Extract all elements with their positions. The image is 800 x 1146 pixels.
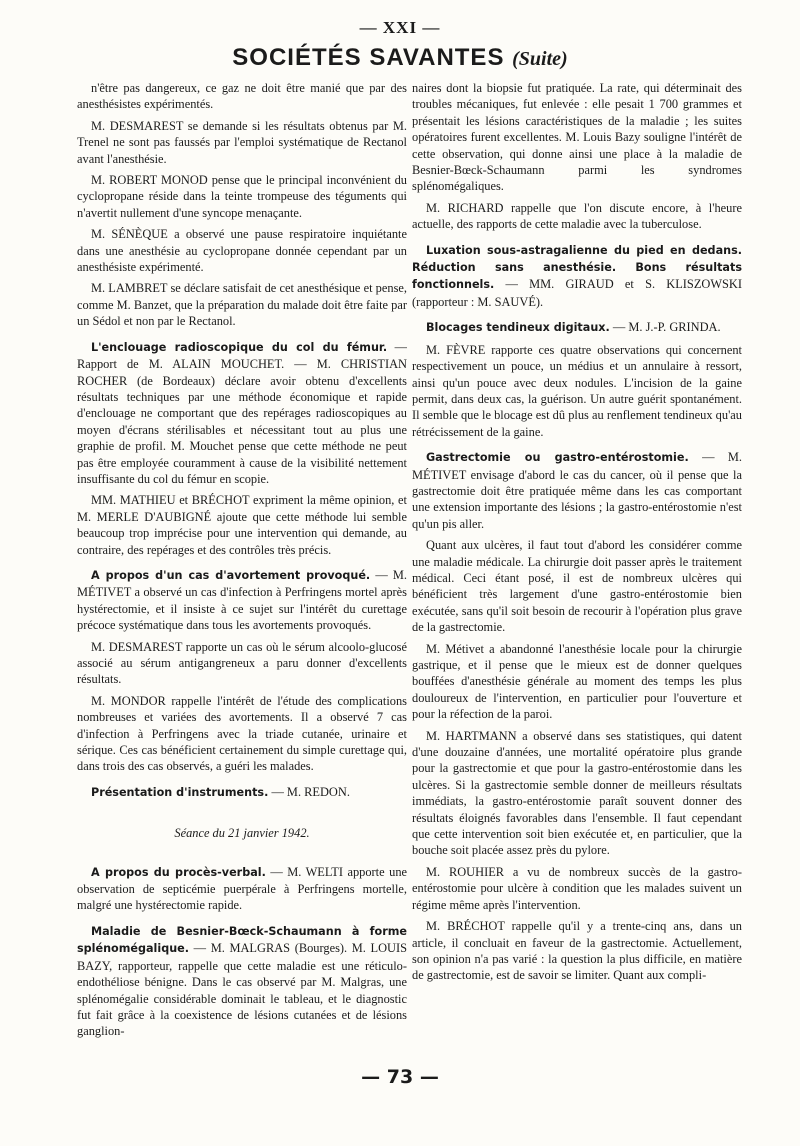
paragraph-text: M. Métivet a abandonné l'anesthésie locale pour la chirurgie gastrique, et il pense que le mieux est de donner quelques bouffées d'anesthésie générale au moment des temps les plus douloureux de l'intervention, en particulier pour l'ouverture et pour la réfection de la paroi. — [412, 641, 742, 722]
rubric-title: Blocages tendineux digitaux. — [426, 321, 610, 335]
paragraph — [412, 641, 742, 723]
paragraph — [77, 639, 407, 688]
paragraph — [412, 918, 742, 984]
rubric-title: Présentation d'instruments. — [91, 785, 269, 799]
paragraph-text: M. BRÉCHOT rappelle qu'il y a trente-cinq ans, dans un article, il concluait en faveur de la gastrectomie. Actuellement, son opinion n'a pas varié : la question la plus difficile, en matière de gastrectomie, est de savoir se limiter. Quant aux compli- — [412, 919, 742, 983]
paragraph — [412, 342, 742, 440]
paragraph-text: M. RICHARD rappelle que l'on discute encore, à l'heure actuelle, des rapports de cette maladie avec la tuberculose. — [412, 200, 742, 232]
section-entry — [412, 319, 742, 336]
section-title: SOCIÉTÉS SAVANTES — [232, 44, 505, 71]
paragraph-text: naires dont la biopsie fut pratiquée. La rate, qui déterminait des troubles mécaniques, fut enlevée : elle pesait 1 700 grammes et présentait les lésions caractéristiques de la maladie ; les suites opératoires furent excellentes. M. Louis Bazy souligne l'intérêt de cette observation, qui donne ainsi une place à la maladie de Besnier-Bœck-Schaumann parmi les syndromes splénomégaliques. — [412, 81, 742, 194]
rubric-title: A propos du procès-verbal. — [91, 865, 266, 879]
paragraph-text: — M. REDON. — [268, 784, 350, 799]
section-entry — [77, 784, 407, 801]
paragraph-text: M. HARTMANN a observé dans ses statistiques, qui datent d'une douzaine d'années, une mortalité opératoire plus grande pour la gastrectomie et que pour la gastro-entérostomie dans les ulcères. Si la gastrectomie semble donner de meilleurs résultats immédiats, la gastro-entérostomie paraît souvent donner des résultats éloignés favorables dans l'ensemble. Il faut cependant que cette intervention soit bien exécutée et, en particulier, que la bouche soit placée assez près du pylore. — [412, 728, 742, 858]
paragraph — [412, 864, 742, 913]
paragraph — [77, 80, 407, 113]
paragraph-text: n'être pas dangereux, ce gaz ne doit être manié que par des anesthésistes expérimentés. — [77, 81, 407, 112]
paragraph — [77, 118, 407, 167]
page-number: — 73 — — [361, 1066, 439, 1088]
paragraph — [77, 226, 407, 275]
paragraph-text: M. SÉNÈQUE a observé une pause respiratoire inquiétante dans une anesthésie au cyclopropane donnée cependant par un anesthésiste expérimenté. — [77, 227, 407, 275]
paragraph-text: M. DESMAREST se demande si les résultats obtenus par M. Trenel ne sont pas faussés par l'emploi systématique de Rectanol avant l'anesthésie. — [77, 118, 407, 166]
paragraph — [412, 537, 742, 635]
section-entry — [77, 339, 407, 488]
section-entry — [412, 242, 742, 311]
section-entry — [412, 449, 742, 532]
rubric-title: A propos d'un cas d'avortement provoqué. — [91, 568, 371, 582]
rubric-title: Luxation sous-astragalienne du pied en dedans. Réduction sans anesthésie. Bons résultats fonctionnels. — [412, 243, 742, 292]
paragraph — [77, 693, 407, 775]
session-date: Séance du 21 janvier 1942. — [174, 826, 310, 841]
paragraph-text: — MM. GIRAUD et S. KLISZOWSKI (rapporteur : M. SAUVÉ). — [412, 277, 742, 309]
rubric-title: Gastrectomie ou gastro-entérostomie. — [426, 451, 689, 465]
right-column — [412, 80, 742, 1066]
rubric-title: Maladie de Besnier-Bœck-Schaumann à forme splénomégalique. — [77, 924, 407, 956]
paragraph-text: — M. MALGRAS (Bourges). M. LOUIS BAZY, rapporteur, rappelle que cette maladie est une réticulo-endothéliose bénigne. Dans le cas observé par M. Malgras, une splénomégalie considérable dominait le tableau, et le diagnostic fut fait grâce à la coexistence de lésions cutanées et de lésions ganglion- — [77, 941, 407, 1039]
paragraph-text: M. FÈVRE rapporte ces quatre observations qui concernent respectivement un pouce, un médius et un annulaire à ressort, ainsi qu'un pouce avec deux nodules. L'incision de la gaine permit, dans deux cas, la guérison. Un autre guérit spontanément. Il semble que le blocage est dû plus au renflement tendineux qu'au rétrécissement de la gaine. — [412, 342, 742, 439]
section-entry — [77, 567, 407, 634]
roman-folio: — XXI — — [359, 18, 441, 37]
paragraph-text: — M. MÉTIVET a observé un cas d'infection à Perfringens mortel après hystérectomie, et il insiste à ce sujet sur l'intérêt du curettage précoce systématique dans tous les avortements provoqués. — [77, 567, 407, 633]
paragraph — [412, 728, 742, 859]
paragraph-text: — M. MÉTIVET envisage d'abord le cas du cancer, où il pense que la gastrectomie doit être pratiquée même dans les cas comportant une extension importante des lésions ; la gastro-entérostomie n'est qu'un pis aller. — [412, 450, 742, 531]
paragraph — [77, 172, 407, 221]
rubric-title: L'enclouage radioscopique du col du fémur. — [91, 340, 388, 354]
paragraph-text: M. DESMAREST rapporte un cas où le sérum alcoolo-glucosé associé au sérum antigangreneux a paru donner d'excellents résultats. — [77, 639, 407, 687]
section-suite: (Suite) — [512, 48, 568, 70]
paragraph — [77, 280, 407, 329]
paragraph-text: M. ROBERT MONOD pense que le principal inconvénient du cyclopropane réside dans la teinte trompeuse des téguments qui n'avertit nullement d'une syncope menaçante. — [77, 173, 407, 220]
paragraph-text: M. LAMBRET se déclare satisfait de cet anesthésique et pense, comme M. Banzet, que la préparation du malade doit être faite par un Sédol et non par le Rectanol. — [77, 281, 407, 329]
paragraph — [77, 492, 407, 558]
paragraph-text: MM. MATHIEU et BRÉCHOT expriment la même opinion, et M. MERLE D'AUBIGNÉ ajoute que cette méthode lui semble beaucoup trop imprécise pour une intervention qui demande, au contraire, des repérages et des contrôles très précis. — [77, 493, 407, 557]
left-column — [77, 80, 407, 1066]
paragraph-text: — M. WELTI apporte une observation de septicémie puerpérale à Perfringens mortelle, malgré une hystérectomie rapide. — [77, 864, 407, 913]
section-entry — [77, 923, 407, 1040]
paragraph-text: — Rapport de M. ALAIN MOUCHET. — M. CHRISTIAN ROCHER (de Bordeaux) déclare avoir obtenu d'excellents résultats techniques par une méthode économique et rapide d'enclouage ne comportant que des repérages radioscopiques au moyen d'écrans stérilisables et nécessitant tout au plus une graphie de profil. M. Mouchet pense que cette méthode ne peut pas être employée couramment à cause de la visibilité nettement insuffisante du col du fémur en scopie. — [77, 339, 407, 486]
paragraph — [412, 80, 742, 195]
paragraph-text: — M. J.-P. GRINDA. — [609, 320, 721, 335]
paragraph-text: Quant aux ulcères, il faut tout d'abord les considérer comme une maladie médicale. La chirurgie doit passer après le traitement médical. Ceci étant posé, il est de nombreux ulcères qui bénéficient très largement d'une gastro-entérostomie bien exécutée, sans qu'il soit besoin de recourir à l'opération plus grave de la gastrectomie. — [412, 538, 742, 635]
section-heading — [0, 44, 800, 72]
section-entry — [77, 864, 407, 914]
paragraph-text: M. MONDOR rappelle l'intérêt de l'étude des complications nombreuses et variées des avortements. Il a observé 7 cas d'infection à Perfringens avec la triade cutanée, urinaire et sérique. Ces cas bénéficient certainement du simple curettage qui, dans trois des cas observés, a guéri les malades. — [77, 693, 407, 774]
paragraph-text: M. ROUHIER a vu de nombreux succès de la gastro-entérostomie pour ulcère à condition que les malades suivent un régime même après l'intervention. — [412, 864, 742, 912]
paragraph — [412, 200, 742, 233]
